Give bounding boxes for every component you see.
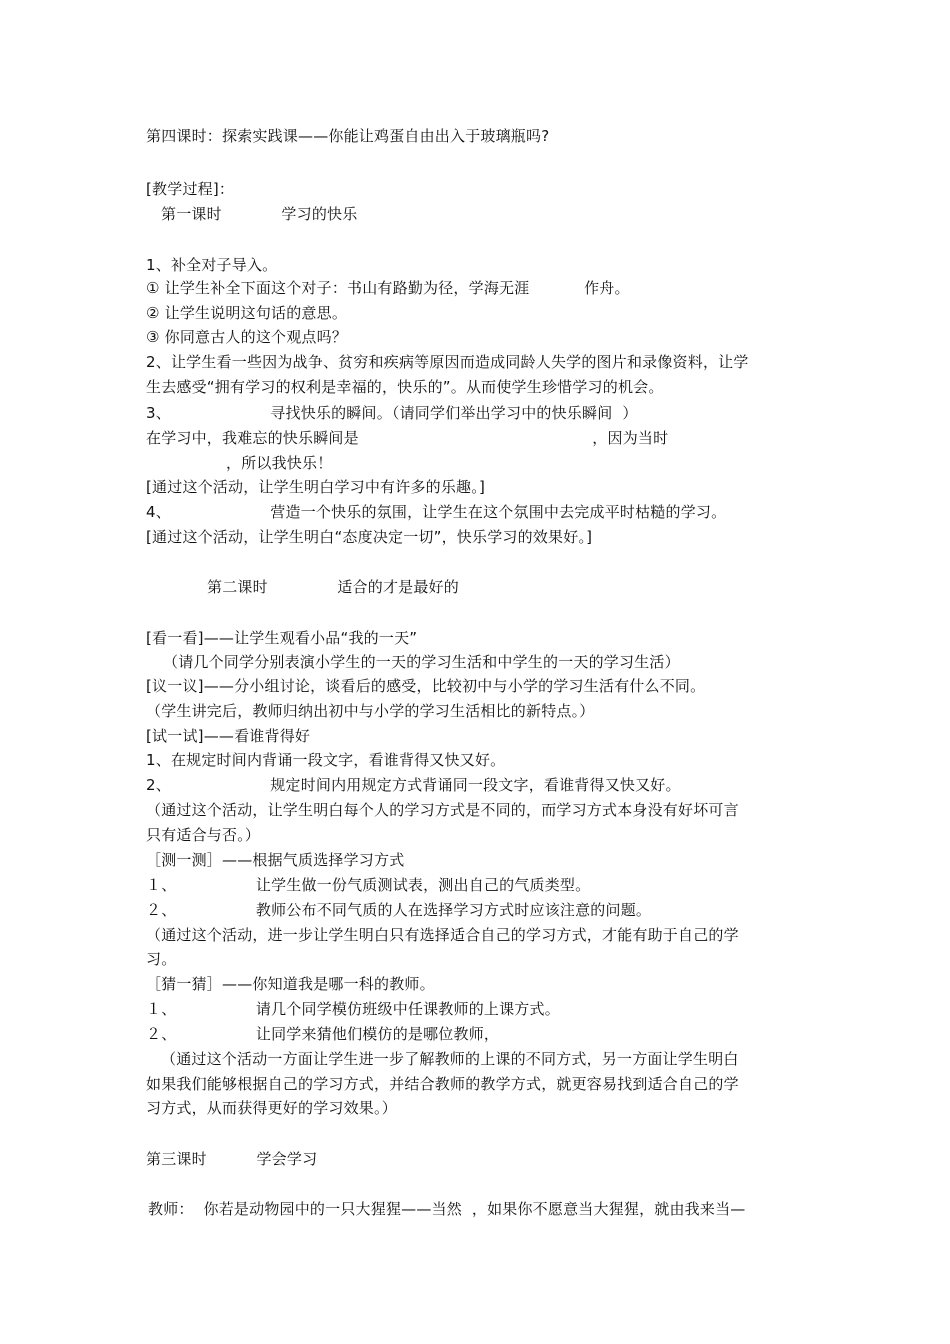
text-line: [试一试]——看谁背得好 [146,727,311,745]
lesson-2-heading: 第二课时 适合的才是最好的 [207,578,459,596]
text-line: 2、 规定时间内用规定方式背诵同一段文字，看谁背得又快又好。 [146,776,681,794]
text-line: ２、 教师公布不同气质的人在选择学习方式时应该注意的问题。 [146,901,652,919]
text-line: 生去感受“拥有学习的权利是幸福的，快乐的”。从而使学生珍惜学习的机会。 [146,378,664,396]
text-line: 教师： 你若是动物园中的一只大猩猩——当然 ，如果你不愿意当大猩猩，就由我来当— [148,1200,746,1218]
text-line: ① 让学生补全下面这个对子：书山有路勤为径，学海无涯 作舟。 [146,279,630,297]
text-line: ２、 让同学来猜他们模仿的是哪位教师， [146,1025,500,1043]
text-line: [通过这个活动，让学生明白学习中有许多的乐趣。] [146,478,486,496]
text-line: [议一议]——分小组讨论，谈看后的感受，比较初中与小学的学习生活有什么不同。 [146,677,706,695]
text-line: （通过这个活动一方面让学生进一步了解教师的上课的不同方式，另一方面让学生明白 [161,1050,739,1068]
text-line: [看一看]——让学生观看小品“我的一天” [146,629,418,647]
text-line: １、 请几个同学模仿班级中任课教师的上课方式。 [146,1000,560,1018]
text-line: （通过这个活动，进一步让学生明白只有选择适合自己的学习方式，才能有助于自己的学 [146,926,739,944]
text-line: 4、 营造一个快乐的氛围，让学生在这个氛围中去完成平时枯糙的学习。 [146,503,727,521]
text-line: 只有适合与否。） [146,826,261,844]
text-line: 如果我们能够根据自己的学习方式，并结合教师的教学方式，就更容易找到适合自己的学 [146,1075,739,1093]
text-line: [通过这个活动，让学生明白“态度决定一切”，快乐学习的效果好。] [146,528,593,546]
lesson-1-heading: 第一课时 学习的快乐 [161,205,358,223]
teaching-process-heading: [教学过程]： [146,180,235,198]
lesson-3-heading: 第三课时 学会学习 [146,1150,318,1168]
text-line: 2、让学生看一些因为战争、贫穷和疾病等原因而造成同龄人失学的图片和录像资料，让学 [146,353,749,371]
text-line: 习。 [146,950,177,968]
text-line: （通过这个活动，让学生明白每个人的学习方式是不同的，而学习方式本身没有好坏可言 [146,801,739,819]
text-line: （学生讲完后，教师归纳出初中与小学的学习生活相比的新特点。） [146,702,595,720]
lesson-4-title: 第四课时：探索实践课——你能让鸡蛋自由出入于玻璃瓶吗? [146,127,550,145]
text-line: １、 让学生做一份气质测试表，测出自己的气质类型。 [146,876,591,894]
text-line: ［测一测］——根据气质选择学习方式 [146,851,405,869]
text-line: 习方式，从而获得更好的学习效果。） [146,1099,397,1117]
text-line: ② 让学生说明这句话的意思。 [146,304,348,322]
text-line: （请几个同学分别表演小学生的一天的学习生活和中学生的一天的学习生活） [163,653,680,671]
text-line: 1、补全对子导入。 [146,256,278,274]
text-line: ，所以我快乐！ [226,454,333,472]
text-line: ③ 你同意古人的这个观点吗？ [146,328,348,346]
text-line: 3、 寻找快乐的瞬间。（请同学们举出学习中的快乐瞬间 ） [146,404,638,422]
text-line: 1、在规定时间内背诵一段文字，看谁背得又快又好。 [146,751,506,769]
text-line: 在学习中，我难忘的快乐瞬间是 ，因为当时 [146,429,669,447]
text-line: ［猜一猜］——你知道我是哪一科的教师。 [146,975,435,993]
